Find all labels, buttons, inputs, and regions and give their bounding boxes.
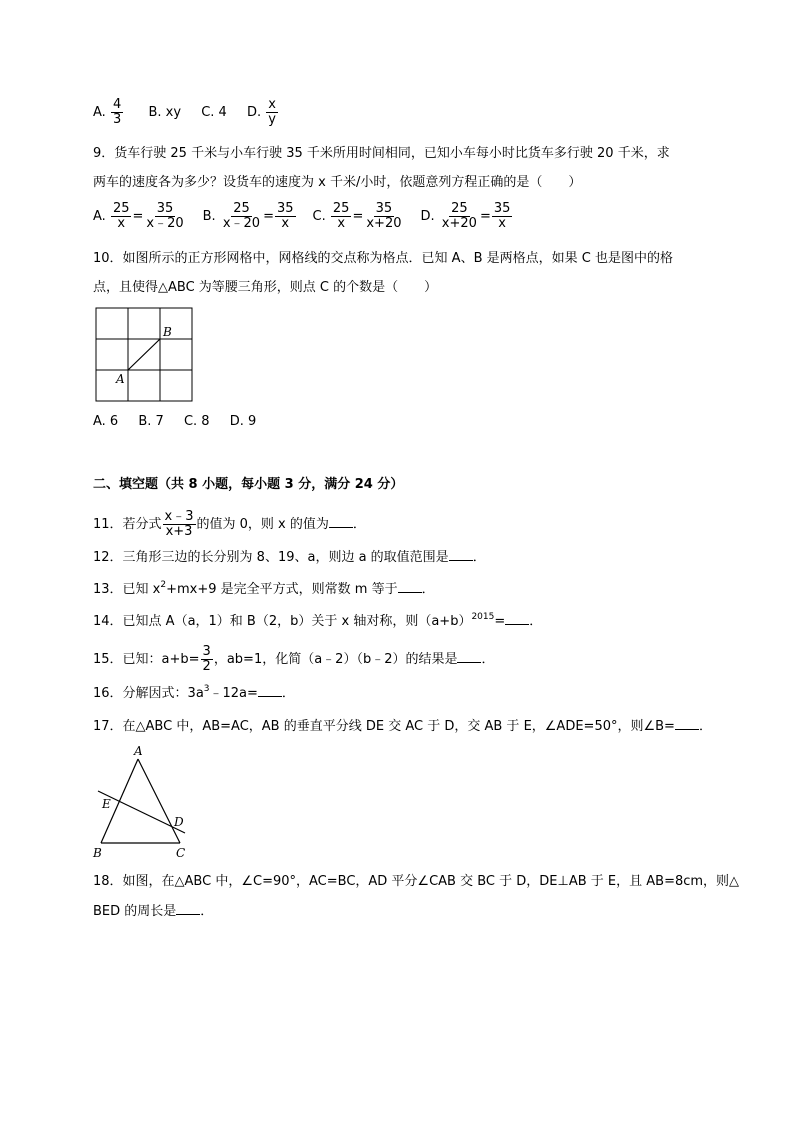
q15-text: ，ab=1，化简（a﹣2）（b﹣2）的结果是	[213, 652, 458, 667]
denominator: 3	[112, 112, 122, 127]
q16-prefix: 16．分解因式：3a	[93, 686, 204, 701]
period: ．	[481, 652, 495, 667]
fraction	[221, 202, 262, 231]
q12-text: 12．三角形三边的长分别为 8、19、a，则边 a 的取值范围是	[93, 550, 449, 565]
segment-ab	[128, 339, 160, 370]
equals-sign: =	[479, 209, 491, 224]
exponent: 3	[203, 684, 210, 694]
period: ．	[472, 550, 486, 565]
numerator: 25	[332, 201, 350, 216]
answer-blank[interactable]	[176, 902, 200, 915]
q10-option-a[interactable]: A. 6	[93, 414, 119, 429]
numerator: 35	[277, 201, 294, 216]
q9-option-b[interactable]	[202, 201, 297, 231]
answer-blank[interactable]	[457, 650, 481, 663]
fraction	[111, 202, 132, 231]
q11	[93, 510, 366, 539]
q18-text-line1: 18．如图，在△ABC 中，∠C=90°，AC=BC，AD 平分∠CAB 交 BC 于 D，DE⊥AB 于 E，且 AB=8cm，则△	[93, 874, 740, 889]
q11-prefix: 11．若分式	[93, 517, 162, 532]
fraction	[331, 202, 352, 231]
numerator: 25	[233, 201, 250, 216]
numerator: 25	[112, 201, 130, 216]
denominator: 2	[202, 659, 211, 674]
q9-option-a[interactable]	[93, 201, 187, 231]
q13-text: +mx+9 是完全平方式，则常数 m 等于	[166, 582, 398, 597]
exponent: 2015	[471, 612, 495, 622]
q8-option-d[interactable]	[246, 97, 279, 127]
numerator: 35	[375, 201, 393, 216]
denominator: x	[337, 216, 346, 231]
answer-blank[interactable]	[329, 515, 353, 528]
denominator: x	[498, 216, 506, 231]
q18-line2	[93, 902, 213, 921]
q9-option-d[interactable]	[420, 201, 514, 231]
denominator: x	[281, 216, 290, 231]
numerator: 35	[493, 201, 511, 216]
point-c-label: C	[176, 846, 186, 860]
option-label: D.	[420, 209, 435, 224]
numerator: x﹣3	[164, 509, 194, 524]
q9-text-line2: 两车的速度各为多少？设货车的速度为 x 千米/小时，依题意列方程正确的是（ ）	[93, 175, 582, 190]
option-label: D.	[246, 105, 262, 120]
q13	[93, 580, 435, 599]
point-b-label: B	[93, 846, 102, 860]
option-label: A.	[93, 105, 106, 120]
q15	[93, 645, 495, 674]
q17-text: 17．在△ABC 中，AB=AC，AB 的垂直平分线 DE 交 AC 于 D，交 AB 于 E，∠ADE=50°，则∠B=	[93, 719, 675, 734]
answer-blank[interactable]	[258, 684, 282, 697]
period: ．	[698, 719, 712, 734]
q10-option-c[interactable]: C. 8	[183, 414, 210, 429]
option-label: A.	[93, 209, 106, 224]
q17-triangle-figure	[88, 742, 198, 862]
q17	[93, 717, 712, 736]
q8-option-b[interactable]: B. xy	[148, 105, 182, 120]
equals-sign: =	[132, 209, 144, 224]
period: ．	[281, 686, 295, 701]
fraction	[266, 98, 278, 127]
point-e-label: E	[102, 797, 111, 811]
q14-text: =	[494, 614, 506, 629]
numerator: 4	[112, 97, 122, 112]
numerator: 35	[156, 201, 174, 216]
line-de	[98, 791, 185, 833]
q8-option-a[interactable]	[93, 97, 128, 127]
point-d-label: D	[174, 815, 184, 829]
fraction	[201, 645, 213, 674]
q14-prefix: 14．已知点 A（a，1）和 B（2，b）关于 x 轴对称，则（a+b）	[93, 614, 472, 629]
fraction	[492, 202, 513, 231]
option-label: C.	[312, 209, 326, 224]
point-b-label: B	[163, 325, 172, 339]
exponent: 2	[160, 580, 167, 590]
q8-option-c[interactable]: C. 4	[201, 105, 227, 120]
q10-text-line1: 10．如图所示的正方形网格中，网格线的交点称为格点．已知 A、B 是两格点，如果 C 也是图中的格	[93, 251, 673, 266]
numerator: 3	[202, 644, 211, 659]
equals-sign: =	[263, 209, 274, 224]
q16-text: ﹣12a=	[209, 686, 258, 701]
denominator: x﹣20	[222, 216, 261, 231]
denominator: x﹣20	[146, 216, 184, 231]
triangle-abc	[101, 759, 180, 843]
fraction	[440, 202, 479, 231]
q9-options	[93, 202, 513, 231]
answer-blank[interactable]	[449, 548, 473, 561]
fraction	[275, 202, 296, 231]
answer-blank[interactable]	[505, 612, 529, 625]
q10-text-line2: 点，且使得△ABC 为等腰三角形，则点 C 的个数是（ ）	[93, 280, 438, 295]
fraction	[144, 202, 185, 231]
q10-options	[93, 413, 256, 431]
numerator: x	[268, 97, 276, 112]
period: ．	[200, 904, 214, 919]
q8-options	[93, 98, 279, 127]
option-label: B.	[202, 209, 216, 224]
q12	[93, 548, 486, 567]
q9-text-line1: 9．货车行驶 25 千米与小车行驶 35 千米所用时间相同，已知小车每小时比货车多行驶 20 千米，求	[93, 146, 670, 161]
denominator: y	[268, 112, 276, 127]
fraction	[111, 98, 123, 127]
point-a-label: A	[134, 744, 143, 758]
answer-blank[interactable]	[675, 717, 699, 730]
denominator: x+20	[366, 216, 402, 231]
answer-blank[interactable]	[398, 580, 422, 593]
denominator: x+3	[165, 524, 193, 539]
q18-text: BED 的周长是	[93, 904, 177, 919]
q9-option-c[interactable]	[312, 201, 405, 231]
equals-sign: =	[352, 209, 364, 224]
q11-text: 的值为 0，则 x 的值为	[196, 517, 329, 532]
q10-option-b[interactable]: B. 7	[138, 414, 164, 429]
numerator: 25	[451, 201, 468, 216]
period: ．	[529, 614, 543, 629]
q10-option-d[interactable]: D. 9	[229, 414, 257, 429]
denominator: x	[117, 216, 126, 231]
fraction	[163, 510, 196, 539]
q16	[93, 684, 295, 703]
period: ．	[352, 517, 366, 532]
q13-prefix: 13．已知 x	[93, 582, 161, 597]
fraction	[364, 202, 403, 231]
denominator: x+20	[441, 216, 477, 231]
period: ．	[421, 582, 435, 597]
q10-grid-figure	[94, 306, 196, 404]
section2-title: 二、填空题（共 8 小题，每小题 3 分，满分 24 分）	[93, 477, 404, 492]
q15-prefix: 15．已知：a+b=	[93, 652, 200, 667]
point-a-label: A	[116, 372, 125, 386]
q14	[93, 612, 542, 631]
